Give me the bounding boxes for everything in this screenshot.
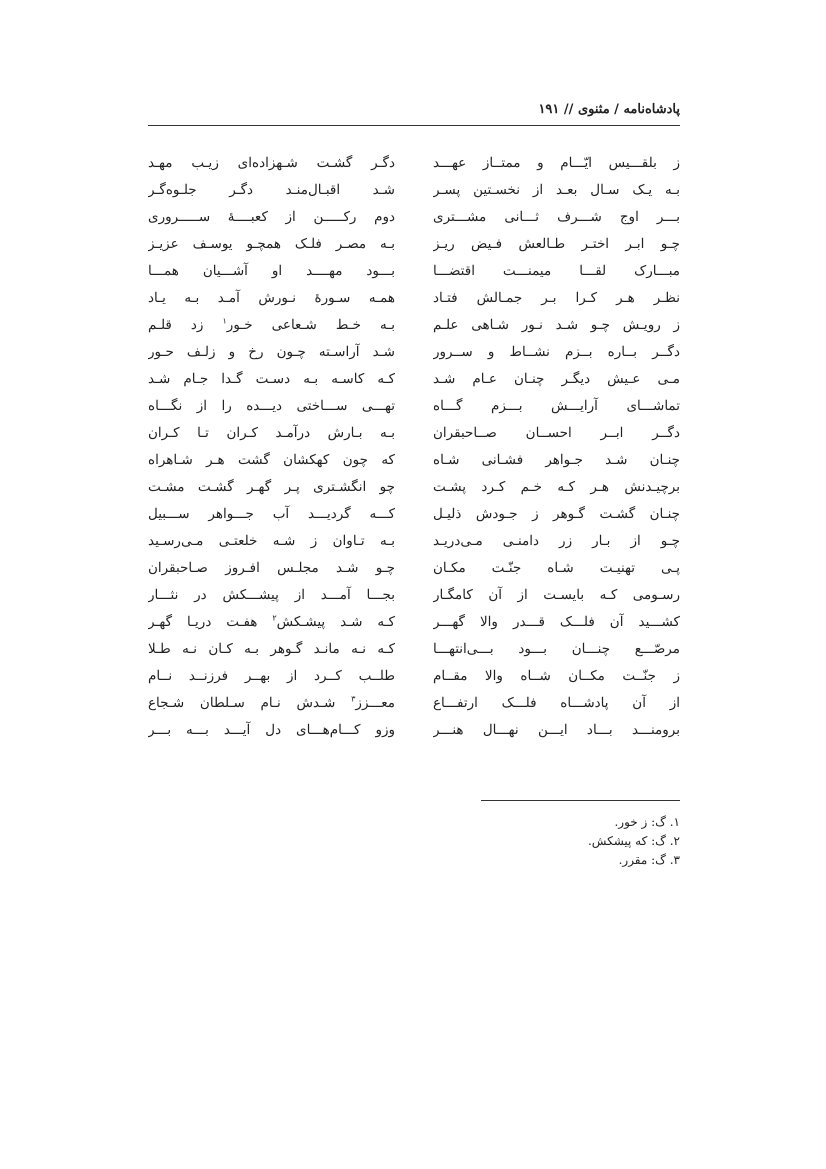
first-hemistich: بـه یـک سـال بعـد از نخسـتین پسـر bbox=[433, 182, 680, 198]
couplet bbox=[148, 285, 680, 312]
second-hemistich bbox=[148, 690, 395, 717]
second-hemistich: چـو شـد مجلـس افـروز صـاحبقران bbox=[148, 560, 395, 576]
first-hemistich: مبـــارک لقـــا میمنـــت اقتضـــا bbox=[433, 263, 680, 279]
first-hemistich: چنـان گشـت گـوهر ز جـودش ذلیـل bbox=[433, 506, 680, 522]
running-header: پادشاه‌نامه / مثنوی // ۱۹۱ bbox=[538, 102, 680, 117]
couplet bbox=[148, 474, 680, 501]
second-hemistich bbox=[148, 312, 395, 339]
couplet bbox=[148, 717, 680, 744]
footnote-marker: ۳ bbox=[351, 694, 356, 704]
first-hemistich: کشـــید آن فلـــک قـــدر والا گهـــر bbox=[433, 614, 680, 630]
first-hemistich: ز رویـش چـو شـد نـور شـاهی علـم bbox=[433, 317, 680, 333]
first-hemistich: از آن پادشـــاه فلـــک ارتفـــاع bbox=[433, 695, 680, 711]
first-hemistich: برومنـــد بـــاد ایـــن نهـــال هنـــر bbox=[433, 722, 680, 738]
couplet bbox=[148, 555, 680, 582]
footnote: ۳. گ: مقرر. bbox=[618, 853, 680, 867]
second-hemistich: بجـــا آمـــد از پیشـــکش در نثـــار bbox=[148, 587, 395, 603]
hemistich-text: بـه خـط شـعاعی خـور bbox=[226, 317, 395, 333]
first-hemistich: برچیـدنش هـر کـه خـم کـرد پشـت bbox=[433, 479, 680, 495]
couplet bbox=[148, 150, 680, 177]
first-hemistich: چـو ابـر اختـر طـالعش فـیض ریـز bbox=[433, 236, 680, 252]
second-hemistich: چو انگشـتری پـر گهـر گشـت مشـت bbox=[148, 479, 395, 495]
first-hemistich: ز جنّــت مکــان شــاه والا مقــام bbox=[433, 668, 680, 684]
couplet bbox=[148, 636, 680, 663]
hemistich-text: معـــزز bbox=[355, 695, 395, 711]
first-hemistich: چنـان شـد جـواهر فشـانی شـاه bbox=[433, 452, 680, 468]
second-hemistich: شـد آراسـته چـون رخ و زلـف حـور bbox=[148, 344, 395, 360]
couplet bbox=[148, 393, 680, 420]
couplet bbox=[148, 420, 680, 447]
hemistich-text: هفـت دریـا گهـر bbox=[148, 614, 273, 630]
footnote-marker: ۱ bbox=[222, 316, 227, 326]
couplet bbox=[148, 528, 680, 555]
first-hemistich: رسـومی کـه بایسـت از آن کامگـار bbox=[433, 587, 680, 603]
second-hemistich: دوم رکـــــن از کعبــــهٔ ســـــروری bbox=[148, 209, 395, 225]
first-hemistich: بـــر اوج شـــرف ثـــانی مشـــتری bbox=[433, 209, 680, 225]
first-hemistich: نظـر هـر کـرا بـر جمـالش فتـاد bbox=[433, 290, 680, 306]
couplet bbox=[148, 609, 680, 636]
couplet bbox=[148, 447, 680, 474]
couplet bbox=[148, 663, 680, 690]
couplet bbox=[148, 177, 680, 204]
second-hemistich: کـــه گردیـــد آب جـــواهر ســـبیل bbox=[148, 506, 395, 522]
header-rule bbox=[148, 125, 680, 126]
couplet bbox=[148, 312, 680, 339]
couplet bbox=[148, 231, 680, 258]
second-hemistich: بـه مصـر فلـک همچـو یوسـف عزیـز bbox=[148, 236, 395, 252]
footnote: ۱. گ: ز خور. bbox=[614, 815, 680, 829]
first-hemistich: تماشـــای آرایـــش بـــزم گـــاه bbox=[433, 398, 680, 414]
first-hemistich: ز بلقـــیس ایّـــام و ممتــاز عهـــد bbox=[433, 155, 680, 171]
second-hemistich: طلــب کــرد از بهــر فرزنــد نــام bbox=[148, 668, 395, 684]
couplet bbox=[148, 690, 680, 717]
second-hemistich: کـه نـه مانـد گـوهر بـه کـان نـه طـلا bbox=[148, 641, 395, 657]
second-hemistich: تهـــی ســـاختی دیـــده را از نگـــاه bbox=[148, 398, 395, 414]
couplet bbox=[148, 501, 680, 528]
hemistich-text: زد قلـم bbox=[148, 317, 223, 333]
second-hemistich: که چون کهکشان گشت هـر شـاهراه bbox=[148, 452, 395, 468]
first-hemistich: چـو از بـار زر دامنـی مـی‌دریـد bbox=[433, 533, 680, 549]
poem-body bbox=[148, 150, 680, 744]
first-hemistich: مرصّـــع چنـــان بـــود بـــی‌انتهـــا bbox=[433, 641, 680, 657]
hemistich-text: شـدش نـام سـلطان شـجاع bbox=[148, 695, 352, 711]
couplet bbox=[148, 582, 680, 609]
hemistich-text: کـه شـد پیشـکش bbox=[276, 614, 395, 630]
second-hemistich: همـه سـورهٔ نـورش آمـد بـه یـاد bbox=[148, 290, 395, 306]
second-hemistich: بـــود مهــــد او آشـــیان همـــا bbox=[148, 263, 395, 279]
couplet bbox=[148, 258, 680, 285]
second-hemistich: بـه بـارش درآمـد کـران تـا کـران bbox=[148, 425, 395, 441]
footnote-marker: ۲ bbox=[272, 613, 277, 623]
couplet bbox=[148, 366, 680, 393]
second-hemistich: شـد اقبـال‌منـد دگـر جلـوه‌گـر bbox=[148, 182, 395, 198]
footnotes bbox=[148, 813, 680, 870]
first-hemistich: پـی تهنیـت شـاه جنّـت مکـان bbox=[433, 560, 680, 576]
footnote: ۲. گ: که پیشکش. bbox=[587, 834, 680, 848]
footnote-rule bbox=[481, 800, 680, 801]
first-hemistich: مـی عـیش دیگـر چنـان عـام شـد bbox=[433, 371, 680, 387]
couplet bbox=[148, 204, 680, 231]
second-hemistich: بـه تـاوان ز شـه خلعتـی مـی‌رسـید bbox=[148, 533, 395, 549]
first-hemistich: دگــر ابــر احســان صــاحبقران bbox=[433, 425, 680, 441]
second-hemistich: کـه کاسـه بـه دسـت گـدا جـام شـد bbox=[148, 371, 395, 387]
second-hemistich: دگـر گشـت شـهزاده‌ای زیـب مهـد bbox=[148, 155, 395, 171]
second-hemistich: وزو کـــام‌هـــای دل آیـــد بـــه بـــر bbox=[148, 722, 395, 738]
second-hemistich bbox=[148, 609, 395, 636]
first-hemistich: دگــر بــاره بــزم نشــاط و ســرور bbox=[433, 344, 680, 360]
couplet bbox=[148, 339, 680, 366]
